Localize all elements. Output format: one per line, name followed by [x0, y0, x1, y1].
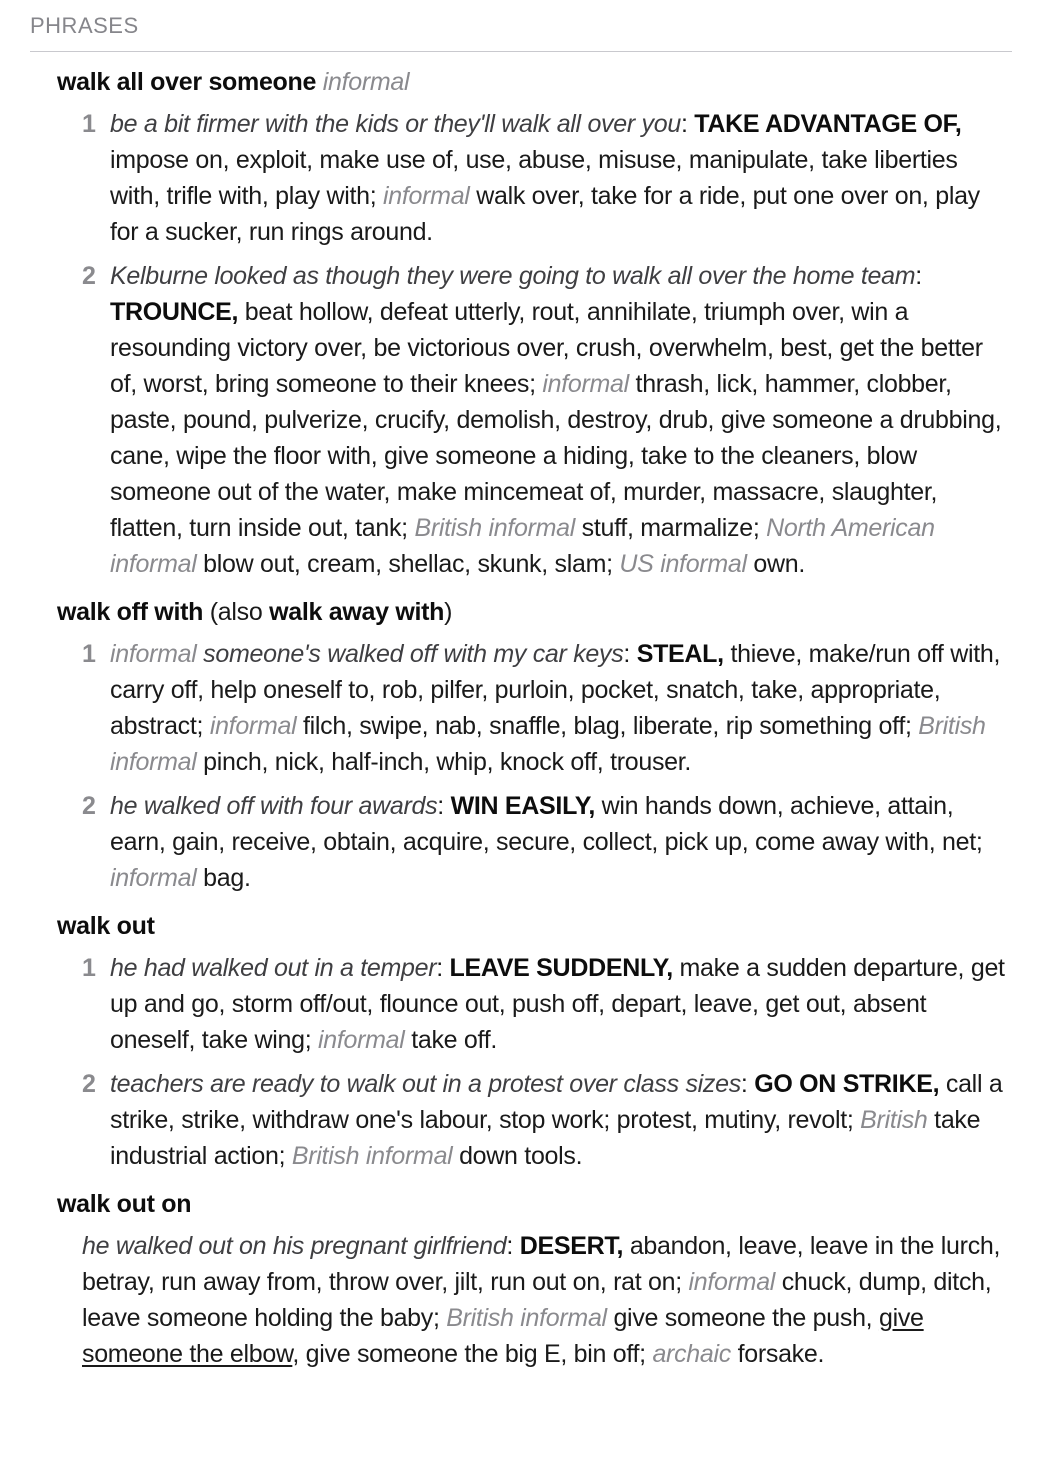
primary-synonym: WIN EASILY,	[450, 792, 595, 820]
primary-synonym: TROUNCE,	[110, 298, 239, 326]
synonym-list-text: beat hollow, defeat utterly, rout, annihilate, triumph over, win a resounding victory over, be victorious over, crush, overwhelm, best, get the better of, worst, bring someone to their knees;	[110, 298, 983, 398]
sense	[82, 950, 1012, 1058]
register-label: informal	[110, 864, 197, 892]
synonym-list-text: stuff, marmalize;	[575, 514, 767, 542]
sense	[82, 258, 1012, 582]
synonym-list-text: give someone the push,	[606, 1304, 879, 1332]
headword-plain-text: (also	[203, 598, 270, 626]
synonym-list-text: own.	[746, 550, 805, 578]
headword-text: walk out on	[57, 1190, 192, 1218]
headword-text: walk away with	[269, 598, 445, 626]
synonym-list-text: pinch, nick, half-inch, whip, knock off, trouser.	[196, 748, 692, 776]
synonym-list-text: filch, swipe, nab, snaffle, blag, liberate, rip something off;	[296, 712, 919, 740]
sense-text	[82, 1232, 1000, 1368]
sense-number: 2	[82, 792, 96, 820]
synonym-list-text: , give someone the big E, bin off;	[292, 1340, 653, 1368]
section-divider	[30, 51, 1012, 52]
example-text: be a bit firmer with the kids or they'll walk all over you	[110, 110, 681, 138]
cross-reference-link[interactable]: give someone the elbow	[82, 1304, 924, 1368]
register-label: informal	[322, 68, 410, 96]
synonym-list-text: :	[437, 792, 451, 820]
register-label: North American informal	[110, 514, 935, 578]
synonym-list-text: take industrial action;	[110, 1106, 981, 1170]
synonym-list-text: blow out, cream, shellac, skunk, slam;	[196, 550, 620, 578]
synonym-list-text: :	[436, 954, 450, 982]
phrase-entries-list	[30, 67, 1012, 1372]
synonym-list-text: bag.	[196, 864, 251, 892]
synonym-list-text: abandon, leave, leave in the lurch, betray, run away from, throw over, jilt, run out on, rat on;	[82, 1232, 1001, 1296]
synonym-list-text: chuck, dump, ditch, leave someone holding the baby;	[82, 1268, 992, 1332]
sense-text	[110, 110, 980, 246]
sense-text	[110, 640, 1000, 776]
sense-text	[110, 954, 1005, 1054]
register-label: US informal	[619, 550, 747, 578]
sense-number: 1	[82, 110, 96, 138]
synonym-list-text: down tools.	[452, 1142, 583, 1170]
register-label: British informal	[291, 1142, 453, 1170]
register-label: British	[860, 1106, 928, 1134]
example-text: teachers are ready to walk out in a protest over class sizes	[110, 1070, 741, 1098]
phrase-entry	[30, 911, 1012, 1174]
register-label: informal	[318, 1026, 405, 1054]
phrase-headword	[57, 1189, 1012, 1219]
primary-synonym: TAKE ADVANTAGE OF,	[694, 110, 962, 138]
register-label: informal	[688, 1268, 776, 1296]
synonym-list-text: walk over, take for a ride, put one over on, play for a sucker, run rings around.	[110, 182, 980, 246]
example-text: he had walked out in a temper	[110, 954, 437, 982]
synonym-list-text: :	[915, 262, 922, 290]
phrases-section-label: PHRASES	[30, 13, 139, 38]
example-text: he walked off with four awards	[110, 792, 438, 820]
synonym-list-text: forsake.	[730, 1340, 825, 1368]
phrase-headword	[57, 597, 1012, 627]
primary-synonym: LEAVE SUDDENLY,	[449, 954, 673, 982]
sense-text	[110, 792, 982, 892]
register-label: British informal	[414, 514, 576, 542]
sense-number: 2	[82, 262, 96, 290]
register-label: informal	[383, 182, 470, 210]
synonym-list-text: thrash, lick, hammer, clobber, paste, pound, pulverize, crucify, demolish, destroy, drub, give someone a drubbing, cane, wipe the floor with, give someone a hiding, take to the cleaners, blow someone out of the water, make mincemeat of, murder, massacre, slaughter, flatten, turn inside out, tank;	[110, 370, 1002, 542]
sense	[82, 788, 1012, 896]
register-label: archaic	[652, 1340, 731, 1368]
synonym-list-text: :	[623, 640, 637, 668]
synonym-list-text: impose on, exploit, make use of, use, abuse, misuse, manipulate, take liberties with, trifle with, play with;	[110, 146, 958, 210]
register-label: British informal	[446, 1304, 607, 1332]
synonym-list-text: :	[506, 1232, 520, 1260]
synonym-list-text: call a strike, strike, withdraw one's labour, stop work; protest, mutiny, revolt;	[110, 1070, 1003, 1134]
example-text: Kelburne looked as though they were going to walk all over the home team	[110, 262, 916, 290]
phrase-entry	[30, 597, 1012, 896]
sense-number: 1	[82, 640, 96, 668]
headword-plain-text: )	[444, 598, 453, 626]
primary-synonym: GO ON STRIKE,	[754, 1070, 940, 1098]
primary-synonym: DESERT,	[519, 1232, 624, 1260]
phrase-headword	[57, 67, 1012, 97]
phrase-headword	[57, 911, 1012, 941]
synonym-list-text: make a sudden departure, get up and go, storm off/out, flounce out, push off, depart, leave, get out, absent oneself, take wing;	[110, 954, 1005, 1054]
sense-text	[110, 262, 1001, 578]
synonym-list-text: thieve, make/run off with, carry off, help oneself to, rob, pilfer, purloin, pocket, snatch, take, appropriate, abstract;	[110, 640, 1001, 740]
headword-text: walk all over someone	[57, 68, 323, 96]
sense	[82, 106, 1012, 250]
phrase-entry	[30, 1189, 1012, 1372]
register-label: informal	[209, 712, 297, 740]
phrase-entry	[30, 67, 1012, 582]
synonym-list-text: :	[740, 1070, 755, 1098]
headword-text: walk off with	[57, 598, 204, 626]
register-label: informal	[110, 640, 197, 668]
synonym-list-text: win hands down, achieve, attain, earn, gain, receive, obtain, acquire, secure, collect, pick up, come away with, net;	[110, 792, 983, 856]
sense-number: 2	[82, 1070, 96, 1098]
example-text: he walked out on his pregnant girlfriend	[82, 1232, 507, 1260]
headword-text: walk out	[57, 912, 155, 940]
sense-text	[110, 1070, 1002, 1170]
sense	[82, 636, 1012, 780]
example-text: someone's walked off with my car keys	[196, 640, 624, 668]
synonym-list-text: :	[680, 110, 695, 138]
sense	[82, 1228, 1012, 1372]
synonym-list-text: take off.	[404, 1026, 497, 1054]
register-label: informal	[542, 370, 629, 398]
sense	[82, 1066, 1012, 1174]
sense-number: 1	[82, 954, 96, 982]
register-label: British informal	[110, 712, 986, 776]
primary-synonym: STEAL,	[636, 640, 724, 668]
